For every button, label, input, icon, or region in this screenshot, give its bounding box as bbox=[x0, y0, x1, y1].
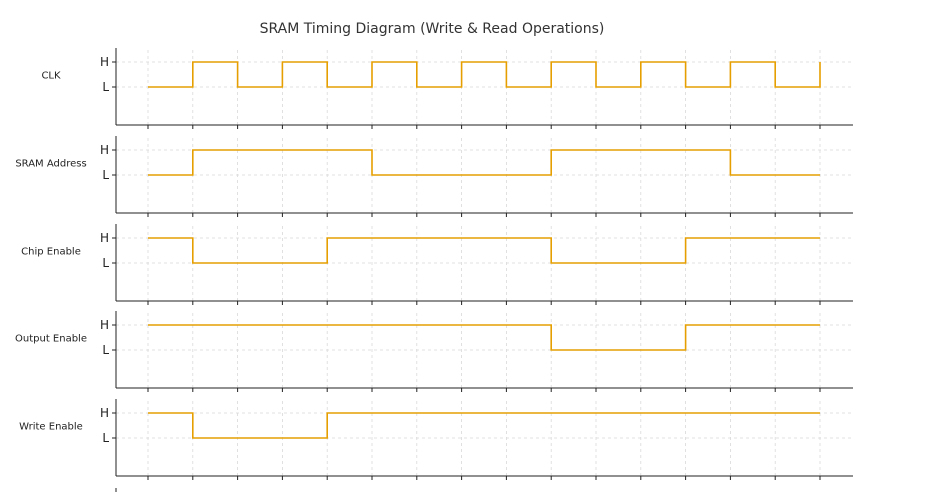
y-tick-label-h: H bbox=[99, 318, 109, 332]
signal-panel bbox=[15, 311, 853, 392]
signal-label-clk: CLK bbox=[41, 70, 61, 82]
y-tick-label-l: L bbox=[102, 256, 109, 270]
y-tick-label-h: H bbox=[99, 406, 109, 420]
signal-label-output-enable: Output Enable bbox=[15, 333, 87, 345]
y-tick-label-l: L bbox=[102, 80, 109, 94]
y-tick-label-l: L bbox=[102, 343, 109, 357]
signal-panel bbox=[41, 48, 853, 129]
y-tick-label-l: L bbox=[102, 168, 109, 182]
y-tick-label-l: L bbox=[102, 431, 109, 445]
signal-panel bbox=[19, 399, 853, 480]
waveform-clk bbox=[148, 62, 820, 87]
y-tick-label-h: H bbox=[99, 55, 109, 69]
signal-label-sram-address: SRAM Address bbox=[15, 158, 87, 170]
waveform-chip-enable bbox=[148, 238, 820, 263]
signal-panels bbox=[15, 48, 853, 492]
signal-label-write-enable: Write Enable bbox=[19, 421, 83, 433]
waveform-write-enable bbox=[148, 413, 820, 438]
signal-label-chip-enable: Chip Enable bbox=[21, 246, 81, 258]
y-tick-label-h: H bbox=[99, 143, 109, 157]
signal-panel bbox=[15, 136, 853, 217]
signal-panel bbox=[21, 224, 853, 305]
waveform-output-enable bbox=[148, 325, 820, 350]
y-tick-label-h: H bbox=[99, 231, 109, 245]
chart-title: SRAM Timing Diagram (Write & Read Operations) bbox=[259, 21, 605, 37]
waveform-sram-address bbox=[148, 150, 820, 175]
